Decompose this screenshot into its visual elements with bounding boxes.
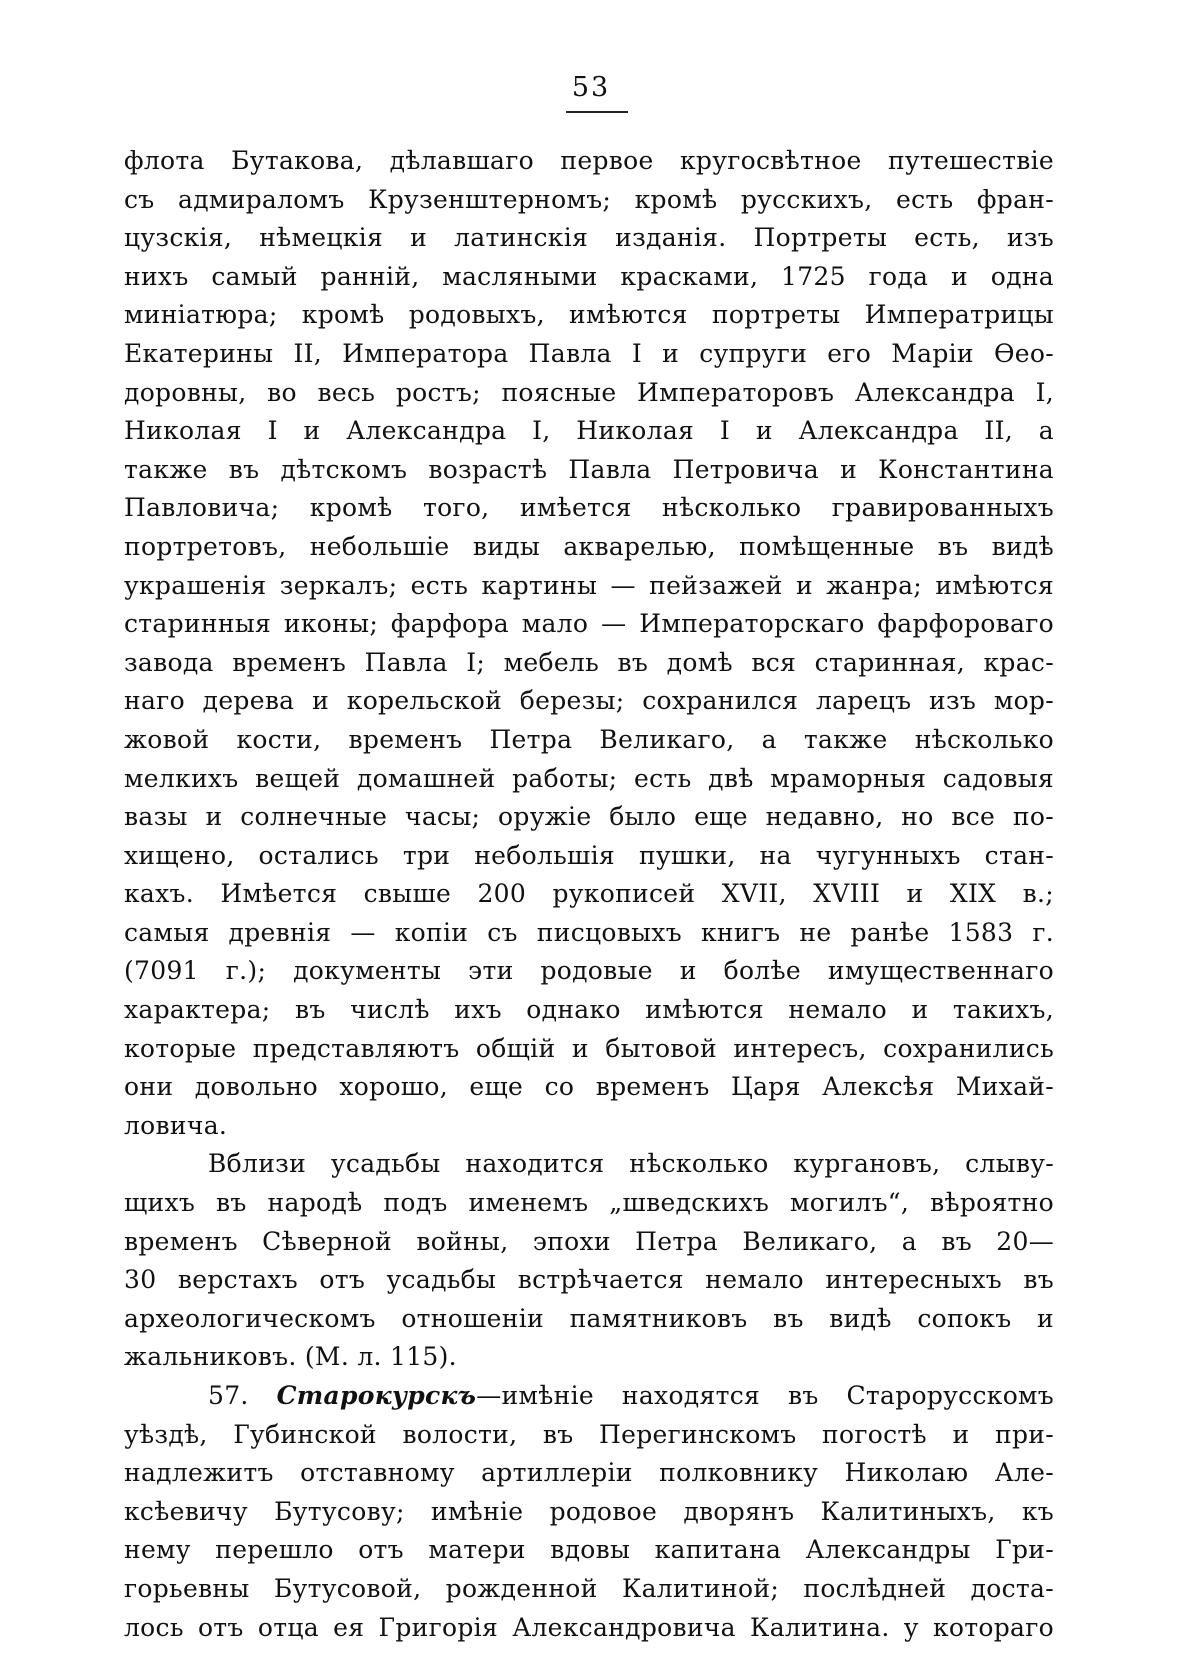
text-line: флота Бутакова, дѣлавшаго первое кругосвѣтное путешествіе: [124, 146, 1054, 175]
text-line: кахъ. Имѣется свыше 200 рукописей XVII, XVIII и XIX в.;: [124, 879, 1054, 909]
text-line: лось отъ отца ея Григорія Александровича Калитина. у котораго: [124, 1612, 1054, 1642]
text-line: миніатюра; кромѣ родовыхъ, имѣются портреты Императрицы: [124, 300, 1054, 330]
text-line: нему перешло отъ матери вдовы капитана Александры Гри-: [124, 1535, 1054, 1565]
text-line: археологическомъ отношеніи памятниковъ въ видѣ сопокъ и: [124, 1303, 1054, 1333]
text-line: уѣздѣ, Губинской волости, въ Перегинскомъ погостѣ и при-: [124, 1419, 1054, 1449]
text-line: завода временъ Павла I; мебель въ домѣ вся старинная, крас-: [124, 647, 1054, 677]
text-line: самыя древнія — копіи съ писцовыхъ книгъ не ранѣе 1583 г.: [124, 917, 1054, 947]
text-line: мелкихъ вещей домашней работы; есть двѣ мраморныя садовыя: [124, 763, 1054, 793]
page-number-rule: [566, 111, 628, 113]
text-line: Вблизи усадьбы находится нѣсколько кургановъ, слыву-: [208, 1149, 1054, 1179]
text-line: ксѣевичу Бутусову; имѣніе родовое дворянъ Калитиныхъ, къ: [124, 1496, 1054, 1526]
text-line: они довольно хорошо, еще со временъ Царя Алексѣя Михай-: [124, 1072, 1054, 1102]
text-line: наго дерева и корельской березы; сохранился ларецъ изъ мор-: [124, 686, 1054, 716]
text-line: старинныя иконы; фарфора мало — Императорскаго фарфороваго: [124, 609, 1054, 639]
text-line: 30 верстахъ отъ усадьбы встрѣчается немало интересныхъ въ: [124, 1265, 1054, 1295]
text-line: которые представляютъ общій и бытовой интересъ, сохранились: [124, 1033, 1054, 1063]
entry-heading: Старокурскъ: [276, 1381, 477, 1410]
text-line: жальниковъ. (М. л. 115).: [124, 1342, 457, 1372]
text-line: Екатерины II, Императора Павла I и супруги его Маріи Ѳео-: [124, 338, 1054, 368]
text-line: горьевны Бутусовой, рожденной Калитиной; послѣдней доста-: [124, 1573, 1054, 1603]
text-line: Николая I и Александра I, Николая I и Александра II, а: [124, 416, 1054, 446]
text-line: щихъ въ народѣ подъ именемъ „шведскихъ могилъ“, вѣроятно: [124, 1188, 1054, 1218]
text-line: вазы и солнечные часы; оружіе было еще недавно, но все по-: [124, 802, 1054, 832]
text-line: украшенія зеркалъ; есть картины — пейзажей и жанра; имѣются: [124, 570, 1054, 600]
text-line: ловича.: [124, 1110, 228, 1140]
text-line: цузскія, нѣмецкія и латинскія изданія. Портреты есть, изъ: [124, 223, 1054, 253]
text-line: Павловича; кромѣ того, имѣется нѣсколько гравированныхъ: [124, 493, 1054, 523]
text-line: доровны, во весь ростъ; поясные Императоровъ Александра I,: [124, 377, 1054, 407]
text-line: [124, 1377, 1054, 1416]
page-number: 53: [571, 72, 611, 103]
text-line: характера; въ числѣ ихъ однако имѣются немало и такихъ,: [124, 995, 1054, 1025]
text-line: жовой кости, временъ Петра Великаго, а также нѣсколько: [124, 724, 1054, 754]
text-line: съ адмираломъ Крузенштерномъ; кромѣ русскихъ, есть фран-: [124, 184, 1054, 214]
body-text: [124, 142, 1054, 1647]
text-line: хищено, остались три небольшія пушки, на чугунныхъ стан-: [124, 840, 1054, 870]
text-line: нихъ самый ранній, масляными красками, 1725 года и одна: [124, 261, 1054, 291]
text-line: портретовъ, небольшіе виды акварелью, помѣщенные въ видѣ: [124, 531, 1054, 561]
text-line: (7091 г.); документы эти родовые и болѣе имущественнаго: [124, 956, 1054, 986]
text-line: также въ дѣтскомъ возрастѣ Павла Петровича и Константина: [124, 454, 1054, 484]
line-text: —имѣніе находятся въ Старорусскомъ: [476, 1381, 1055, 1410]
text-line: надлежитъ отставному артиллеріи полковнику Николаю Але-: [124, 1458, 1054, 1488]
text-line: временъ Сѣверной войны, эпохи Петра Великаго, а въ 20—: [124, 1226, 1054, 1256]
entry-number: 57.: [208, 1381, 277, 1410]
